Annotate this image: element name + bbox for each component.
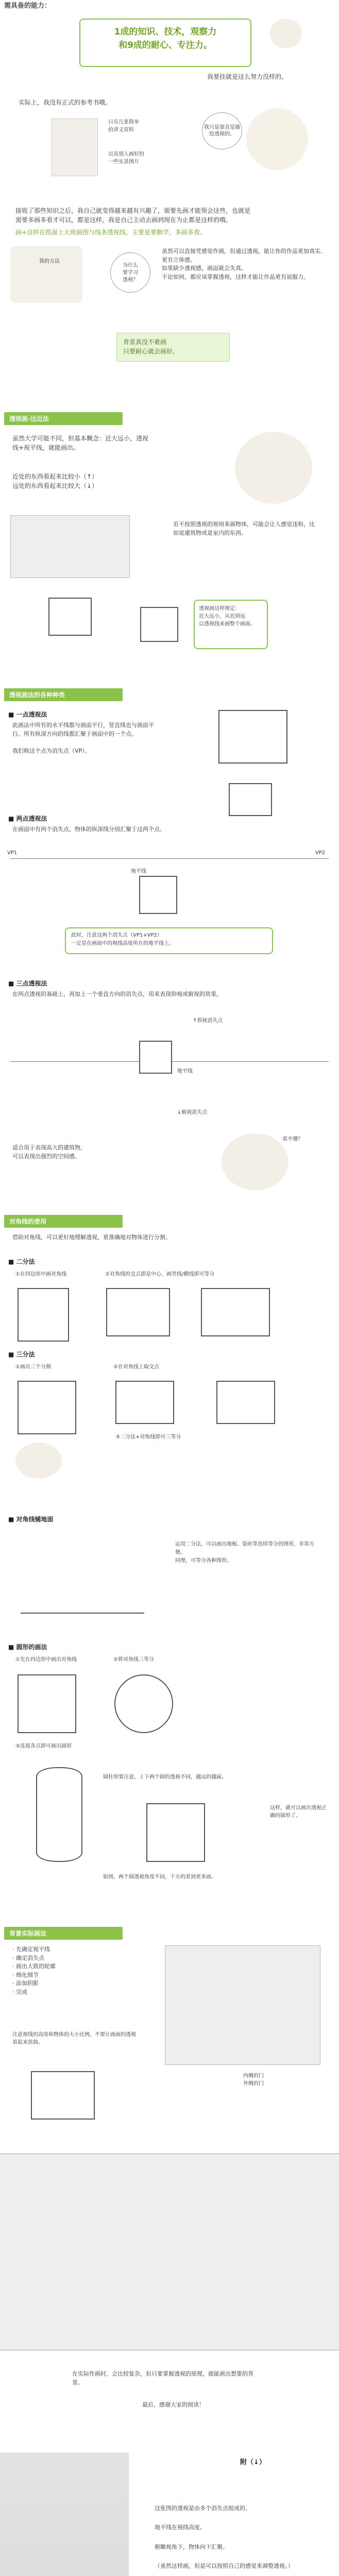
house-perspective — [31, 2071, 95, 2120]
s2-cat-bubble: 看不懂？ — [282, 1137, 303, 1142]
one-point-cube — [218, 710, 287, 764]
s2-t1-title-text: 一点透视法 — [16, 711, 47, 718]
s1-p1: 虽然大学可能不同，但基本概念：近大远小，透视线+视平线，就能画出。 — [12, 435, 149, 451]
characters-illustration — [246, 108, 308, 170]
half-square-2 — [106, 1288, 170, 1336]
bubble-right: 以及别人画好的 一些实景图片 — [108, 151, 144, 165]
s4-list: · 先确定视平线 · 确定消失点 · 画出大致的轮廓 · 细化细节 · 添加阴影 · 完成 — [12, 1946, 56, 1995]
s2-t3-title-text: 三点透视法 — [16, 980, 47, 987]
vp2-label: VP2 — [315, 850, 326, 856]
s1-box-note-text: 透视画这样规定： 近大远小，从近到远 以透视线来画整个画面。 — [199, 606, 256, 627]
s2-t2-title-text: 两点透视法 — [16, 815, 47, 822]
intro-p3: 接收了那些知识之后，我自己就变得越来越有兴趣了，需要先画才能领会这些，也就是需要多画多看才可以，都是这样，我是自己主动去画到现在为止都是这样的哦。 — [15, 207, 251, 224]
s3-circle-title-text: 圆形的画法 — [16, 1643, 47, 1651]
vp1-label: VP1 — [7, 850, 18, 856]
bubble-left: 只有几张简单 的讲义资料 — [108, 120, 139, 133]
s3-half-1: ①在四边形中画对角线 — [15, 1272, 66, 1277]
s3-cat-illustration — [15, 1443, 62, 1479]
s2-t3-title: ■ 三点透视法 — [8, 980, 47, 987]
circle-square-2 — [114, 1674, 173, 1733]
s3-third-title-text: 三分法 — [16, 1351, 35, 1358]
s3-third-1: ①画出三个分割 — [15, 1364, 51, 1370]
intro-para-side: 虽然可以直接凭感觉作画，但通过透视，能让你的作品更加真实、更有立体感。 如果缺少透视感，画面就会失真。 不论如何，都应该掌握透视，这样才能让作品更有说服力。 — [162, 248, 326, 280]
s1-box-note — [194, 600, 268, 649]
s1-p2: 近处的东西看起来比较小（↑） 远处的东西看起来比较大（↓） — [12, 473, 98, 489]
section-band-2: 透视画法的各种种类 — [4, 688, 123, 701]
s4-final-p1: 在实际作画时，会比较复杂，但只要掌握透视的原理，就能画出想要的背景。 — [72, 2370, 253, 2386]
s3-diag-note: 运用二分法，可以画出地板、瓷砖等连续等分的图形，非常方便。 同理，可等分各种图形。 — [175, 1541, 314, 1564]
one-point-cube-2 — [229, 783, 272, 816]
building-facade-illustration — [0, 2154, 339, 2350]
s2-t2-box-text: 此时，注意这两个消失点（VP1+VP2） 一定是在画面中的视线高度所在的地平线上。 — [71, 933, 174, 946]
headline-text: 1成的知识、技术，观察力 和9成的耐心、专注力。 — [114, 27, 217, 50]
s1-cat-illustration — [235, 432, 312, 504]
s2-cat-illustration — [222, 1133, 289, 1190]
door-illustration — [165, 1945, 320, 2065]
s3-cylinder-note: 如图，两个圆透视角度不同，下方的看到更多面。 — [103, 1874, 216, 1880]
document-illustration — [52, 118, 98, 176]
header-title: 需具备的能力： — [4, 2, 52, 10]
s4-note: 注意视线的高度和物体的大小比例，不要让画面的透视看起来扭曲。 — [12, 2032, 136, 2045]
bubble-direct-text: 我只是靠直觉描绘透视的。 — [204, 125, 240, 137]
s2-t3-p2: 适合用于表现高大的建筑物， 可以表现出强烈的空间感。 — [12, 1144, 86, 1160]
side-bubble — [110, 252, 150, 293]
s3-half-2: ②对角线的交点即是中心，画竖线/横线即可等分 — [105, 1272, 215, 1277]
intro-sub: 我要挂就是这么努力没样的。 — [207, 73, 288, 80]
s3-circle-2: ②将对角线三等分 — [113, 1657, 154, 1663]
s3-diag-floor-text: 对角线铺地面 — [16, 1516, 54, 1523]
green-box — [116, 333, 230, 362]
s3-circle-note: 圆柱形要注意，上下两个圆的透视不同，越远的越扁。 — [103, 1774, 227, 1780]
half-square-3 — [201, 1288, 270, 1336]
intro-p1: 实际上，我没有正式的参考书哦。 — [19, 99, 112, 106]
cat-label: 我的方法 — [39, 259, 60, 264]
horizon-label-2: 地平线 — [131, 869, 146, 874]
s3-diag-floor-title: ■ 对角线铺地面 — [8, 1516, 54, 1523]
bubble-direct — [202, 112, 242, 149]
circle-square-1 — [18, 1674, 76, 1733]
headline-box — [79, 19, 251, 67]
s5-vp-label: 附（↓） — [240, 2459, 266, 2466]
s3-cat-bubble: 这样，就可以画出透视正确的圆形了。 — [270, 1805, 327, 1819]
half-square — [18, 1288, 69, 1342]
manga-panel-illustration — [0, 2452, 129, 2576]
third-square-2 — [115, 1381, 174, 1424]
section-band-3: 对角线的使用 — [4, 1215, 123, 1228]
cat-illustration — [270, 19, 302, 48]
floor-grid — [21, 1535, 144, 1614]
down-vp-label: ↓俯视消失点 — [177, 1110, 208, 1115]
horizon-label-3: 地平线 — [177, 1069, 193, 1074]
cylinder — [36, 1767, 82, 1862]
s2-t3-body: 在两点透视的基础上，再加上一个垂直方向的消失点，用来表现仰视或俯视的效果。 — [12, 991, 222, 997]
note-green — [15, 227, 304, 238]
s2-t2-title: ■ 两点透视法 — [8, 815, 47, 822]
page-header — [0, 0, 339, 12]
up-vp-label: ↑仰视消失点 — [193, 1018, 223, 1024]
circle-perspective — [146, 1803, 205, 1862]
s5-notes: 这张图的透视是由多个消失点组成的。 地平线在视线高度。 俯瞰视角下，物体向下汇聚。 （虽然这样画，但是可以按照自己的感觉来调整透视。） — [155, 2505, 294, 2570]
cat-box-illustration — [140, 607, 178, 642]
section-band-1: 透视画-远近法 — [4, 412, 123, 425]
s2-t1-body: 此画法中所有的水平线都与画面平行，竖直线也与画面平行。所有纵深方向的线都汇聚于画面中的一个点。 我们称这个点为消失点（VP）。 — [12, 722, 154, 754]
s3-circle-title: ■ 圆形的画法 — [8, 1643, 47, 1651]
s3-circle-1: ①先在四边形中画出对角线 — [15, 1657, 77, 1663]
two-point-cube — [139, 876, 177, 914]
house-sketch — [48, 598, 92, 636]
s1-p3: 若不按照透视的规则来画物体，可能会让人感觉违和，比如说建筑物或是室内的东西。 — [173, 521, 315, 536]
s3-circle-3: ③连接各点即可画出圆形 — [15, 1743, 72, 1749]
s2-t2-body: 在画面中有两个消失点，物体的纵深线分别汇聚于这两个点。 — [12, 826, 165, 833]
section-band-4: 背景实际画法 — [4, 1927, 123, 1940]
s2-t1-title: ■ 一点透视法 — [8, 711, 47, 718]
side-bubble-text: 为什么 要学习 透视？ — [123, 263, 138, 283]
s3-intro: 借助对角线，可以更好地理解透视，更准确地对物体进行分割。 — [12, 1234, 171, 1241]
cat-reading-illustration — [10, 246, 82, 303]
s3-third-3: ③二分法+对角线即可三等分 — [115, 1434, 181, 1440]
s3-half-title-text: 二分法 — [16, 1258, 35, 1265]
green-box-text: 背景真没不难画 只要耐心就会画好。 — [123, 338, 179, 355]
s4-final-p2: 最后，感谢大家的阅读！ — [142, 2401, 205, 2408]
horizon-line-2 — [10, 858, 329, 859]
third-square-3 — [216, 1381, 275, 1424]
s3-third-title: ■ 三分法 — [8, 1351, 35, 1358]
note-green-text: 画+这样在纸面上大致画图与线条透视线，主要是要勤学，多画多看。 — [15, 229, 207, 236]
building-illustration — [10, 515, 130, 578]
s2-t2-box — [65, 927, 273, 954]
s4-door-label: 内侧的门 外侧的门 — [243, 2073, 264, 2087]
three-point-cube — [139, 1041, 172, 1074]
s3-half-title: ■ 二分法 — [8, 1258, 35, 1265]
third-square — [18, 1381, 76, 1434]
s3-third-2: ②在对角线上取交点 — [113, 1364, 159, 1370]
